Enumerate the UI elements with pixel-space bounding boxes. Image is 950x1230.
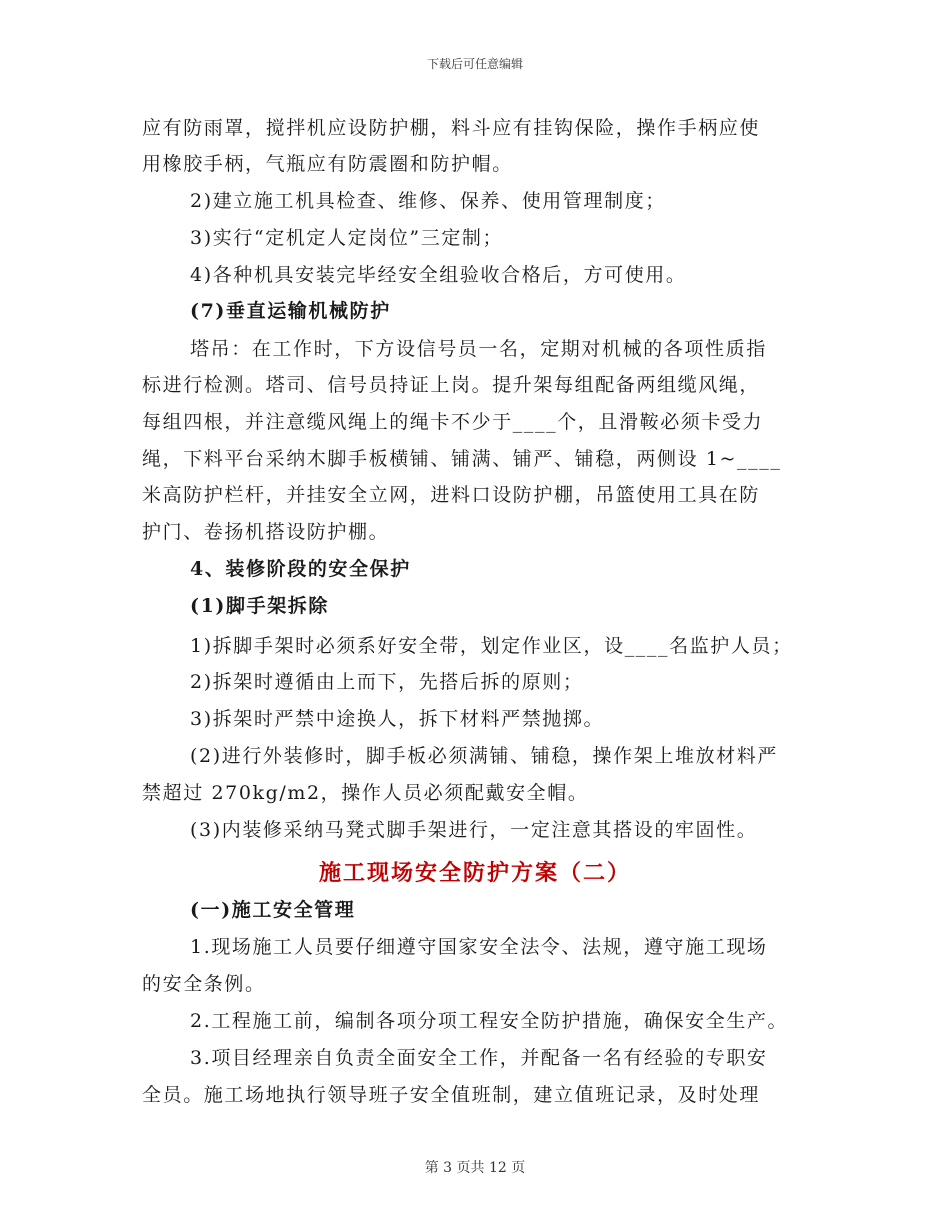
paragraph-line: 1.现场施工人员要仔细遵守国家安全法令、法规，遵守施工现场 bbox=[190, 936, 768, 958]
section-heading: 4、装修阶段的安全保护 bbox=[190, 558, 411, 580]
paragraph-line: 4)各种机具安装完毕经安全组验收合格后，方可使用。 bbox=[190, 264, 687, 286]
paragraph-line: 应有防雨罩，搅拌机应设防护棚，料斗应有挂钩保险，操作手柄应使 bbox=[142, 117, 761, 139]
section-heading: (一)施工安全管理 bbox=[190, 899, 356, 921]
paragraph-line: 的安全条例。 bbox=[142, 973, 266, 995]
paragraph-line: 标进行检测。塔司、信号员持证上岗。提升架每组配备两组缆风绳， bbox=[142, 374, 761, 396]
section-heading: (1)脚手架拆除 bbox=[190, 595, 329, 617]
paragraph-line: 护门、卷扬机搭设防护棚。 bbox=[142, 521, 390, 543]
paragraph-line: 3.项目经理亲自负责全面安全工作，并配备一名有经验的专职安 bbox=[190, 1047, 768, 1069]
section-heading: (7)垂直运输机械防护 bbox=[190, 300, 391, 322]
paragraph-line: 3)拆架时严禁中途换人，拆下材料严禁抛掷。 bbox=[190, 708, 605, 730]
page-header: 下载后可任意编辑 bbox=[426, 57, 523, 71]
paragraph-line: 2.工程施工前，编制各项分项工程安全防护措施，确保安全生产。 bbox=[190, 1010, 789, 1032]
paragraph-line: 塔吊：在工作时，下方设信号员一名，定期对机械的各项性质指 bbox=[190, 338, 767, 360]
paragraph-line: 米高防护栏杆，并挂安全立网，进料口设防护棚，吊篮使用工具在防 bbox=[142, 484, 761, 506]
paragraph-line: (2)进行外装修时，脚手板必须满铺、铺稳，操作架上堆放材料严 bbox=[190, 745, 778, 767]
paragraph-line: 1)拆脚手架时必须系好安全带，划定作业区，设____名监护人员； bbox=[190, 635, 793, 657]
paragraph-line: 用橡胶手柄，气瓶应有防震圈和防护帽。 bbox=[142, 153, 513, 175]
paragraph-line: 全员。施工场地执行领导班子安全值班制，建立值班记录，及时处理 bbox=[142, 1084, 761, 1106]
section-title: 施工现场安全防护方案（二） bbox=[318, 860, 631, 886]
paragraph-line: 绳，下料平台采纳木脚手板横铺、铺满、铺严、铺稳，两侧设 1~____ bbox=[142, 448, 782, 470]
paragraph-line: 禁超过 270kg/m2，操作人员必须配戴安全帽。 bbox=[142, 782, 589, 804]
paragraph-line: 2)建立施工机具检查、维修、保养、使用管理制度； bbox=[190, 190, 666, 212]
paragraph-line: 2)拆架时遵循由上而下，先搭后拆的原则； bbox=[190, 671, 584, 693]
paragraph-line: 每组四根，并注意缆风绳上的绳卡不少于____个，且滑鞍必须卡受力 bbox=[142, 411, 764, 433]
page-footer: 第 3 页共 12 页 bbox=[424, 1160, 526, 1176]
paragraph-line: 3)实行“定机定人定岗位”三定制； bbox=[190, 227, 504, 249]
paragraph-line: (3)内装修采纳马凳式脚手架进行，一定注意其搭设的牢固性。 bbox=[190, 819, 758, 841]
